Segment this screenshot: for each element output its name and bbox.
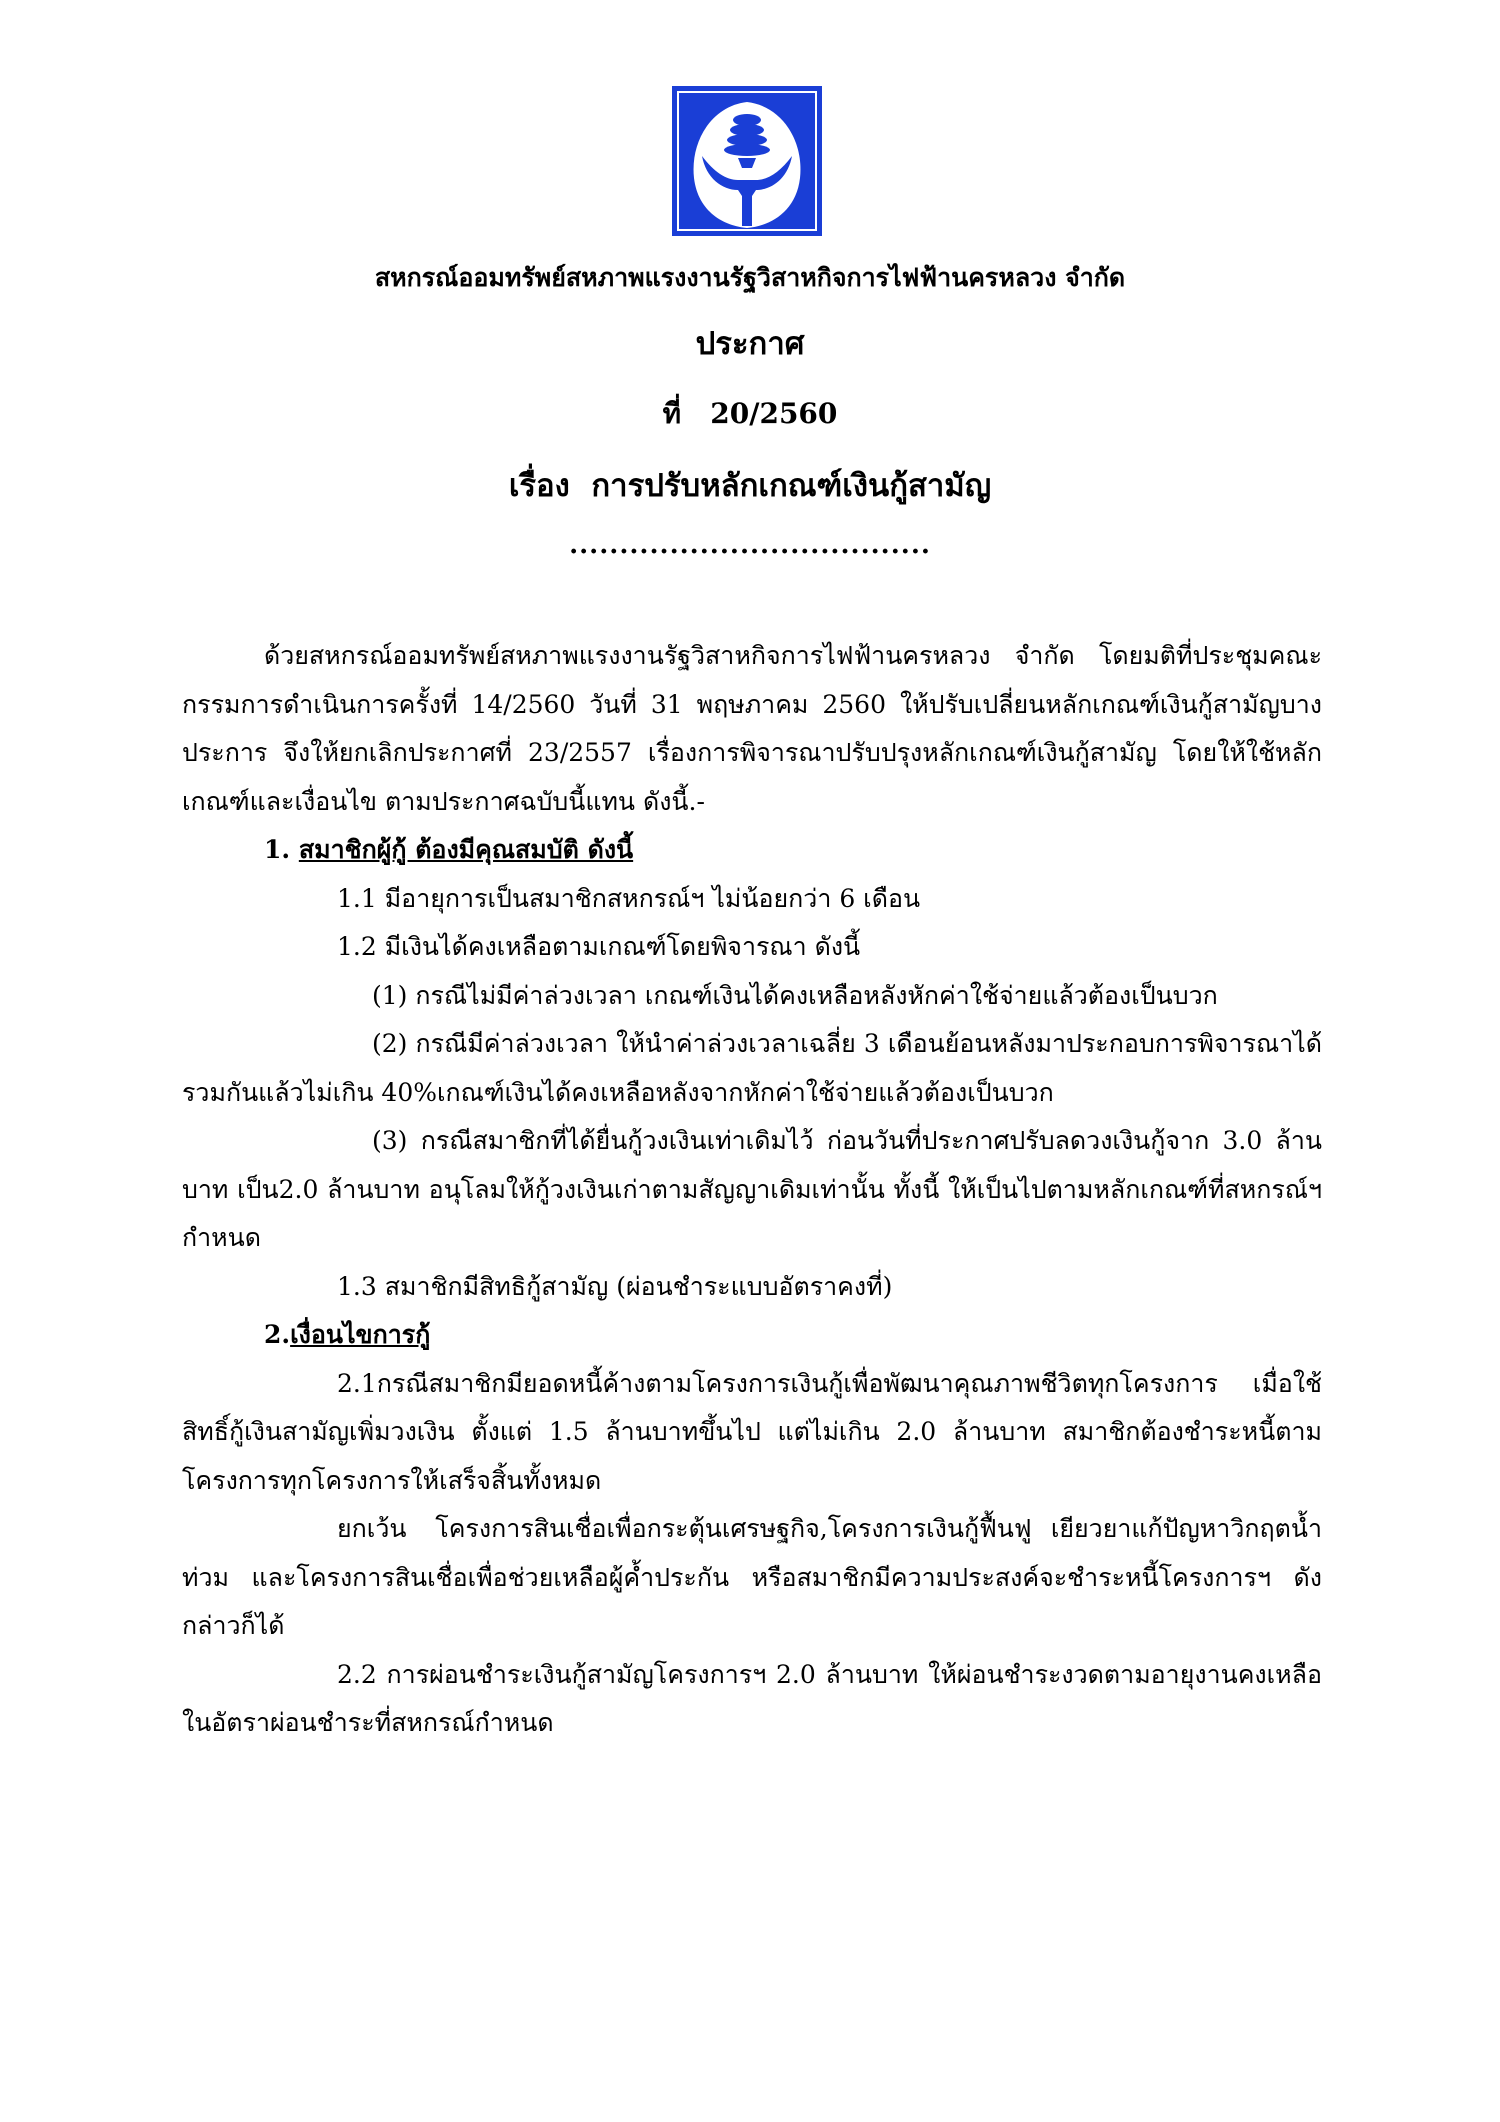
- item-1-2-1: (1) กรณีไม่มีค่าล่วงเวลา เกณฑ์เงินได้คงเหลือหลังหักค่าใช้จ่ายแล้วต้องเป็นบวก: [372, 980, 1218, 1010]
- item-1-2-2: (2) กรณีมีค่าล่วงเวลา ให้นำค่าล่วงเวลาเฉลี่ย 3 เดือนย้อนหลังมาประกอบการพิจารณาได้รวมกันแล้วไม่เกิน 40%เกณฑ์เงินได้คงเหลือหลังจากหักค่าใช้จ่ายแล้วต้องเป็นบวก: [182, 1029, 1322, 1107]
- document-type-heading: ประกาศ: [695, 326, 805, 362]
- section-1-title: สมาชิกผู้กู้ ต้องมีคุณสมบัติ ดังนี้: [298, 835, 634, 864]
- section-1-heading: [182, 826, 1322, 875]
- section-2-title: เงื่อนไขการกู้: [290, 1320, 431, 1349]
- item-2-1-exception: ยกเว้น โครงการสินเชื่อเพื่อกระตุ้นเศรษฐกิจ,โครงการเงินกู้ฟื้นฟู เยียวยาแก้ปัญหาวิกฤตน้ำท่วม และโครงการสินเชื่อเพื่อช่วยเหลือผู้ค้ำประกัน หรือสมาชิกมีความประสงค์จะชำระหนี้โครงการฯ ดังกล่าวก็ได้: [182, 1514, 1322, 1640]
- item-2-2: 2.2 การผ่อนชำระเงินกู้สามัญโครงการฯ 2.0 ล้านบาท ให้ผ่อนชำระงวดตามอายุงานคงเหลือในอัตราผ่อนชำระที่สหกรณ์กำหนด: [182, 1659, 1322, 1737]
- section-2-number: 2.: [264, 1320, 291, 1349]
- separator-dots: ....................................: [569, 530, 931, 560]
- organization-name: สหกรณ์ออมทรัพย์สหภาพแรงงานรัฐวิสาหกิจการไฟฟ้านครหลวง จำกัด: [374, 263, 1126, 292]
- intro-paragraph: ด้วยสหกรณ์ออมทรัพย์สหภาพแรงงานรัฐวิสาหกิจการไฟฟ้านครหลวง จำกัด โดยมติที่ประชุมคณะกรรมการดำเนินการครั้งที่ 14/2560 วันที่ 31 พฤษภาคม 2560 ให้ปรับเปลี่ยนหลักเกณฑ์เงินกู้สามัญบางประการ จึงให้ยกเลิกประกาศที่ 23/2557 เรื่องการพิจารณาปรับปรุงหลักเกณฑ์เงินกู้สามัญ โดยให้ใช้หลักเกณฑ์และเงื่อนไข ตามประกาศฉบับนี้แทน ดังนี้.-: [182, 641, 1322, 816]
- cooperative-logo-icon: [672, 86, 822, 236]
- item-1-1: 1.1 มีอายุการเป็นสมาชิกสหกรณ์ฯ ไม่น้อยกว่า 6 เดือน: [337, 883, 921, 913]
- announcement-number: ที่ 20/2560: [662, 397, 838, 430]
- section-1-number: 1.: [264, 835, 291, 864]
- item-1-3: 1.3 สมาชิกมีสิทธิกู้สามัญ (ผ่อนชำระแบบอัตราคงที่): [337, 1271, 893, 1301]
- item-1-2-3: (3) กรณีสมาชิกที่ได้ยื่นกู้วงเงินเท่าเดิมไว้ ก่อนวันที่ประกาศปรับลดวงเงินกู้จาก 3.0 ล้านบาท เป็น2.0 ล้านบาท อนุโลมให้กู้วงเงินเก่าตามสัญญาเดิมเท่านั้น ทั้งนี้ ให้เป็นไปตามหลักเกณฑ์ที่สหกรณ์ฯ กำหนด: [182, 1126, 1322, 1252]
- announcement-body: [182, 632, 1322, 1748]
- announcement-subject: เรื่อง การปรับหลักเกณฑ์เงินกู้สามัญ: [508, 468, 992, 504]
- item-2-1: 2.1กรณีสมาชิกมียอดหนี้ค้างตามโครงการเงินกู้เพื่อพัฒนาคุณภาพชีวิตทุกโครงการ เมื่อใช้สิทธิ์กู้เงินสามัญเพิ่มวงเงิน ตั้งแต่ 1.5 ล้านบาทขึ้นไป แต่ไม่เกิน 2.0 ล้านบาท สมาชิกต้องชำระหนี้ตามโครงการทุกโครงการให้เสร็จสิ้นทั้งหมด: [182, 1368, 1322, 1495]
- section-2-heading: [182, 1311, 1322, 1360]
- item-1-2: 1.2 มีเงินได้คงเหลือตามเกณฑ์โดยพิจารณา ดังนี้: [337, 932, 861, 961]
